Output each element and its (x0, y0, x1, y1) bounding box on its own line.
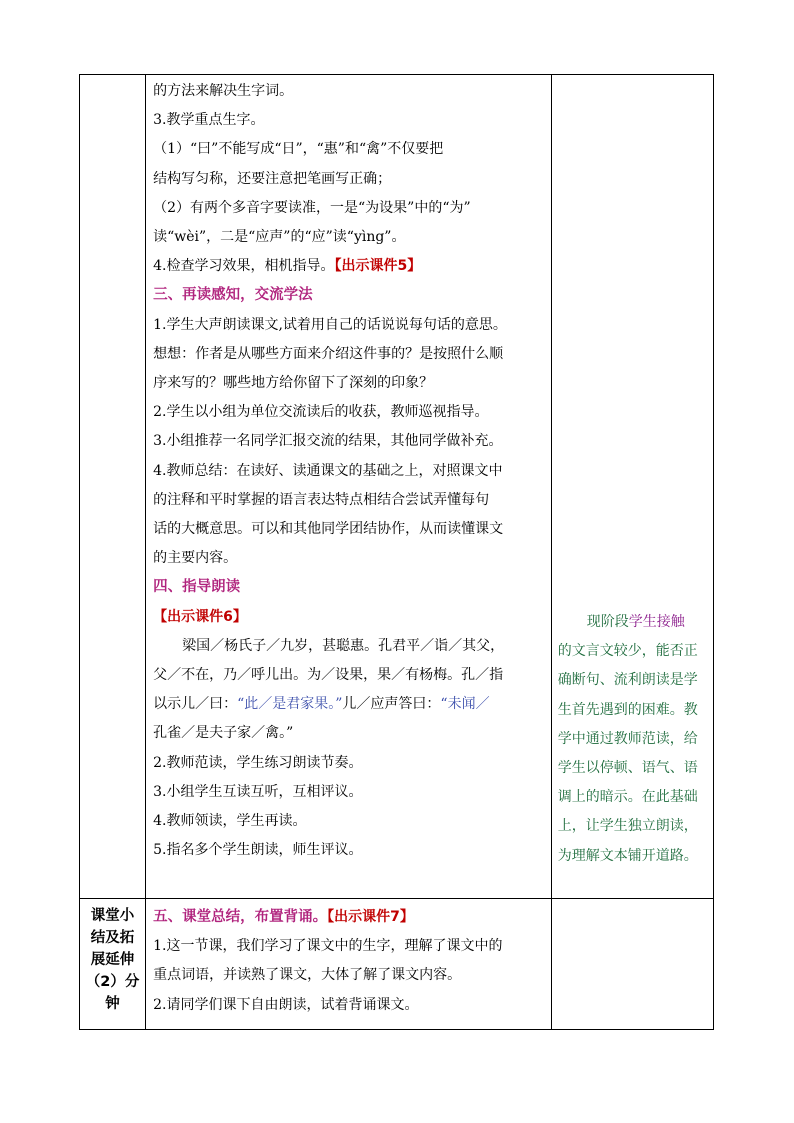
text-line: 的主要内容。 (153, 550, 238, 567)
text-line: 2.学生以小组为单位交流读后的收获，教师巡视指导。 (153, 404, 489, 421)
text-line: 序来写的？哪些地方给你留下了深刻的印象？ (153, 375, 434, 392)
section-heading: 三、再读感知，交流学法 (153, 287, 313, 304)
note-line: 学生以停顿、语气、语 (557, 760, 698, 777)
passage-line: 父／不在，乃／呼儿出。为／设果，果／有杨梅。孔／指 (153, 667, 504, 684)
lesson-plan-table (79, 74, 714, 1030)
note-line (558, 608, 709, 637)
text-line: 2.教师范读，学生练习朗读节奏。 (153, 754, 363, 771)
summary-activity-cell (146, 899, 552, 1030)
stage-label-line: 课堂小 (90, 908, 135, 924)
note-line: 学中通过教师范读，给 (557, 730, 698, 747)
text-line-with-tag (153, 252, 549, 281)
text-line: 重点词语，并读熟了课文，大体了解了课文内容。 (153, 967, 462, 984)
stage-label-cell-empty (80, 75, 146, 899)
note-line: 上，让学生独立朗读， (557, 818, 698, 835)
text-line: （2）有两个多音字要读准，一是“为设果”中的“为” (153, 199, 471, 216)
stage-label-line: （2）分 (85, 974, 140, 990)
text-line: 结构写匀称，还要注意把笔画写正确； (153, 170, 392, 187)
courseware-tag: 【出示课件7】 (327, 909, 414, 925)
text-line: 4.教师领读，学生再读。 (153, 813, 307, 830)
courseware-tag: 【出示课件6】 (153, 608, 247, 625)
summary-row (80, 899, 714, 1030)
summary-intent-cell-empty (551, 899, 713, 1030)
text-line: 读“wèi”，二是“应声”的“应”读“yìng”。 (153, 229, 406, 246)
text-line: 的方法来解决生字词。 (153, 83, 294, 99)
text: 4.检查学习效果，相机指导。 (153, 258, 335, 275)
text-line: 3.教学重点生字。 (153, 112, 265, 129)
passage-quote: “此／是君家果。” (237, 696, 343, 713)
text-line: 2.请同学们课下自由朗读，试着背诵课文。 (153, 996, 419, 1013)
teaching-process-row (80, 75, 714, 899)
passage-quote: “未闻／ (440, 696, 490, 713)
text-line: 1.学生大声朗读课文,试着用自己的话说说每句话的意思。 (153, 316, 507, 333)
activity-cell (146, 75, 552, 899)
section-heading-with-tag (153, 903, 549, 932)
stage-label-line: 展延伸 (90, 952, 135, 968)
passage-line (153, 690, 549, 719)
note-text: 学生接触 (628, 614, 685, 630)
text-line: （1）“曰”不能写成“日”，“惠”和“禽”不仅要把 (153, 141, 444, 158)
passage-line: 孔雀／是夫子家／禽。” (153, 725, 294, 742)
text-line: 3.小组学生互读互听，互相评议。 (153, 783, 363, 800)
passage-text: 儿／应声答曰： (342, 696, 441, 713)
note-line: 生首先遇到的困难。教 (557, 701, 698, 718)
text-line: 1.这一节课，我们学习了课文中的生字，理解了课文中的 (153, 938, 503, 955)
section-heading: 五、课堂总结，布置背诵。 (153, 909, 328, 925)
text-line: 的注释和平时掌握的语言表达特点相结合尝试弄懂每句 (153, 491, 490, 508)
note-text: 现阶段 (586, 614, 629, 630)
passage-line: 梁国／杨氏子／九岁，甚聪惠。孔君平／诣／其父， (182, 637, 505, 654)
note-line: 的文言文较少，能否正 (557, 643, 698, 660)
design-note (558, 608, 709, 871)
stage-label-line: 结及拓 (90, 930, 135, 946)
design-intent-cell (551, 75, 713, 899)
text-line: 话的大概意思。可以和其他同学团结协作，从而读懂课文 (153, 521, 504, 538)
text-line: 4.教师总结：在读好、读通课文的基础之上，对照课文中 (153, 462, 503, 479)
text-line: 3.小组推荐一名同学汇报交流的结果，其他同学做补充。 (153, 433, 503, 450)
note-line: 确断句、流利朗读是学 (557, 672, 698, 689)
stage-label-line: 钟 (105, 996, 120, 1012)
text-line: 想想：作者是从哪些方面来介绍这件事的？是按照什么顺 (153, 345, 504, 362)
text-line: 5.指名多个学生朗读，师生评议。 (153, 842, 363, 859)
note-line: 为理解文本铺开道路。 (557, 847, 698, 864)
section-heading: 四、指导朗读 (153, 579, 241, 596)
stage-label-cell (80, 899, 146, 1030)
courseware-tag: 【出示课件5】 (334, 258, 422, 275)
note-line: 调上的暗示。在此基础 (557, 789, 698, 806)
passage-text: 以示儿／曰： (153, 696, 238, 713)
